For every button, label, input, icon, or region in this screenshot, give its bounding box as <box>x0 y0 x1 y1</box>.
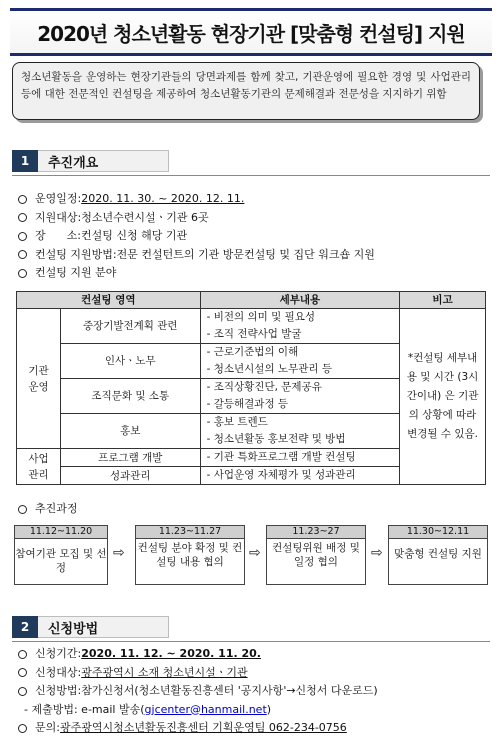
right-arrow-icon: ⇨ <box>371 545 383 561</box>
step-text: 컨설팅위원 배정 및 일정 협의 <box>272 542 360 568</box>
circle-bullet-icon <box>18 687 27 696</box>
detail-cell: - 기관 특화프로그램 개발 컨설팅 <box>200 449 400 467</box>
overview-item: 장 소 : 컨설팅 신청 해당 기관 <box>18 227 375 246</box>
area-cell: 홍보 <box>60 414 200 449</box>
detail-cell: - 홍보 트렌드 - 청소년활동 홍보전략 및 방법 <box>200 414 400 449</box>
process-heading: 추진과정 <box>18 500 78 519</box>
step-text: 맞춤형 컨설팅 지원 <box>394 548 482 560</box>
contact-item: 문의 : 광주광역시청소년활동진흥센터 기획운영팀 062-234-0756 <box>18 719 378 738</box>
circle-bullet-icon <box>18 724 27 733</box>
step-text: 컨설팅 분야 확정 및 컨설팅 내용 협의 <box>137 542 243 568</box>
section-1-title: 추진개요 <box>38 150 169 172</box>
circle-bullet-icon <box>18 269 27 278</box>
application-bullets <box>18 645 378 738</box>
detail-cell: - 비전의 의미 및 필요성 - 조직 전략사업 발굴 <box>200 309 400 344</box>
circle-bullet-icon <box>18 232 27 241</box>
document-title-bar <box>10 8 492 56</box>
circle-bullet-icon <box>18 195 27 204</box>
email-link[interactable]: gjcenter@hanmail.net <box>144 702 267 716</box>
consulting-areas-table <box>16 291 486 485</box>
table-header: 컨설팅 영역 <box>17 292 201 309</box>
application-item: 신청방법 : 참가신청서(청소년활동진흥센터 '공지사항'→신청서 다운로드) <box>18 682 378 701</box>
table-header: 비고 <box>400 292 486 309</box>
process-step <box>135 525 245 585</box>
step-date: 11.23~11.27 <box>136 526 244 539</box>
overview-item: 컨설팅 지원방법 : 전문 컨설턴트의 기관 방문컨설팅 및 집단 워크숍 지원 <box>18 246 375 265</box>
right-arrow-icon: ⇨ <box>113 545 125 561</box>
area-cell: 중장기발전계획 관련 <box>60 309 200 344</box>
section-2-title: 신청방법 <box>38 616 169 638</box>
process-flow <box>14 525 490 585</box>
area-cell: 성과관리 <box>60 467 200 485</box>
circle-bullet-icon <box>18 250 27 259</box>
circle-bullet-icon <box>18 650 27 659</box>
detail-cell: - 근로기준법의 이해 - 청소년시설의 노무관리 등 <box>200 344 400 379</box>
process-step <box>266 525 366 585</box>
detail-cell: - 조직상황진단, 문제공유 - 갈등해결과정 등 <box>200 379 400 414</box>
overview-item: 지원대상 : 청소년수련시설ㆍ기관 6곳 <box>18 209 375 228</box>
overview-item: 컨설팅 지원 분야 <box>18 264 375 283</box>
process-step <box>14 525 108 585</box>
overview-item: 운영일정 : 2020. 11. 30. ~ 2020. 12. 11. <box>18 190 375 209</box>
right-arrow-icon: ⇨ <box>249 545 261 561</box>
circle-bullet-icon <box>18 213 27 222</box>
circle-bullet-icon <box>18 505 27 514</box>
purpose-box: 청소년활동을 운영하는 현장기관들의 당면과제를 함께 찾고, 기관운영에 필요한 경영 및 사업관리 등에 대한 전문적인 컨설팅을 제공하여 청소년활동기관의 문제해결과 전문성을 지지하기 위함 <box>12 62 480 120</box>
note-cell: *컨설팅 세부내용 및 시간 (3시간이내) 은 기관의 상황에 따라 변경될 수 있음. <box>400 309 486 485</box>
area-cell: 프로그램 개발 <box>60 449 200 467</box>
area-cell: 인사ㆍ노무 <box>60 344 200 379</box>
document-title: 2020년 청소년활동 현장기관 [맞춤형 컨설팅] 지원 <box>37 21 465 46</box>
section-1-header <box>12 150 169 172</box>
table-row <box>17 309 486 344</box>
detail-cell: - 사업운영 자체평가 및 성과관리 <box>200 467 400 485</box>
overview-bullets <box>18 190 375 283</box>
step-date: 11.23~27 <box>267 526 365 539</box>
table-header-row <box>17 292 486 309</box>
section-2-header <box>12 616 169 638</box>
section-2-number: 2 <box>12 616 38 638</box>
circle-bullet-icon <box>18 668 27 677</box>
process-step <box>388 525 488 585</box>
section-1-divider <box>12 175 490 176</box>
section-1-number: 1 <box>12 150 38 172</box>
step-text: 참여기관 모집 및 선정 <box>15 548 107 574</box>
application-item: 신청기간 : 2020. 11. 12. ~ 2020. 11. 20. <box>18 645 378 664</box>
group-cell: 사업 관리 <box>17 449 61 485</box>
section-2-divider <box>12 641 490 642</box>
area-cell: 조직문화 및 소통 <box>60 379 200 414</box>
table-header: 세부내용 <box>200 292 400 309</box>
submit-method: - 제출방법: e-mail 발송( gjcenter@hanmail.net ) <box>18 701 378 720</box>
step-date: 11.12~11.20 <box>15 526 107 539</box>
step-date: 11.30~12.11 <box>389 526 487 539</box>
application-item: 신청대상 : 광주광역시 소재 청소년시설ㆍ기관 <box>18 664 378 683</box>
group-cell: 기관 운영 <box>17 309 61 449</box>
